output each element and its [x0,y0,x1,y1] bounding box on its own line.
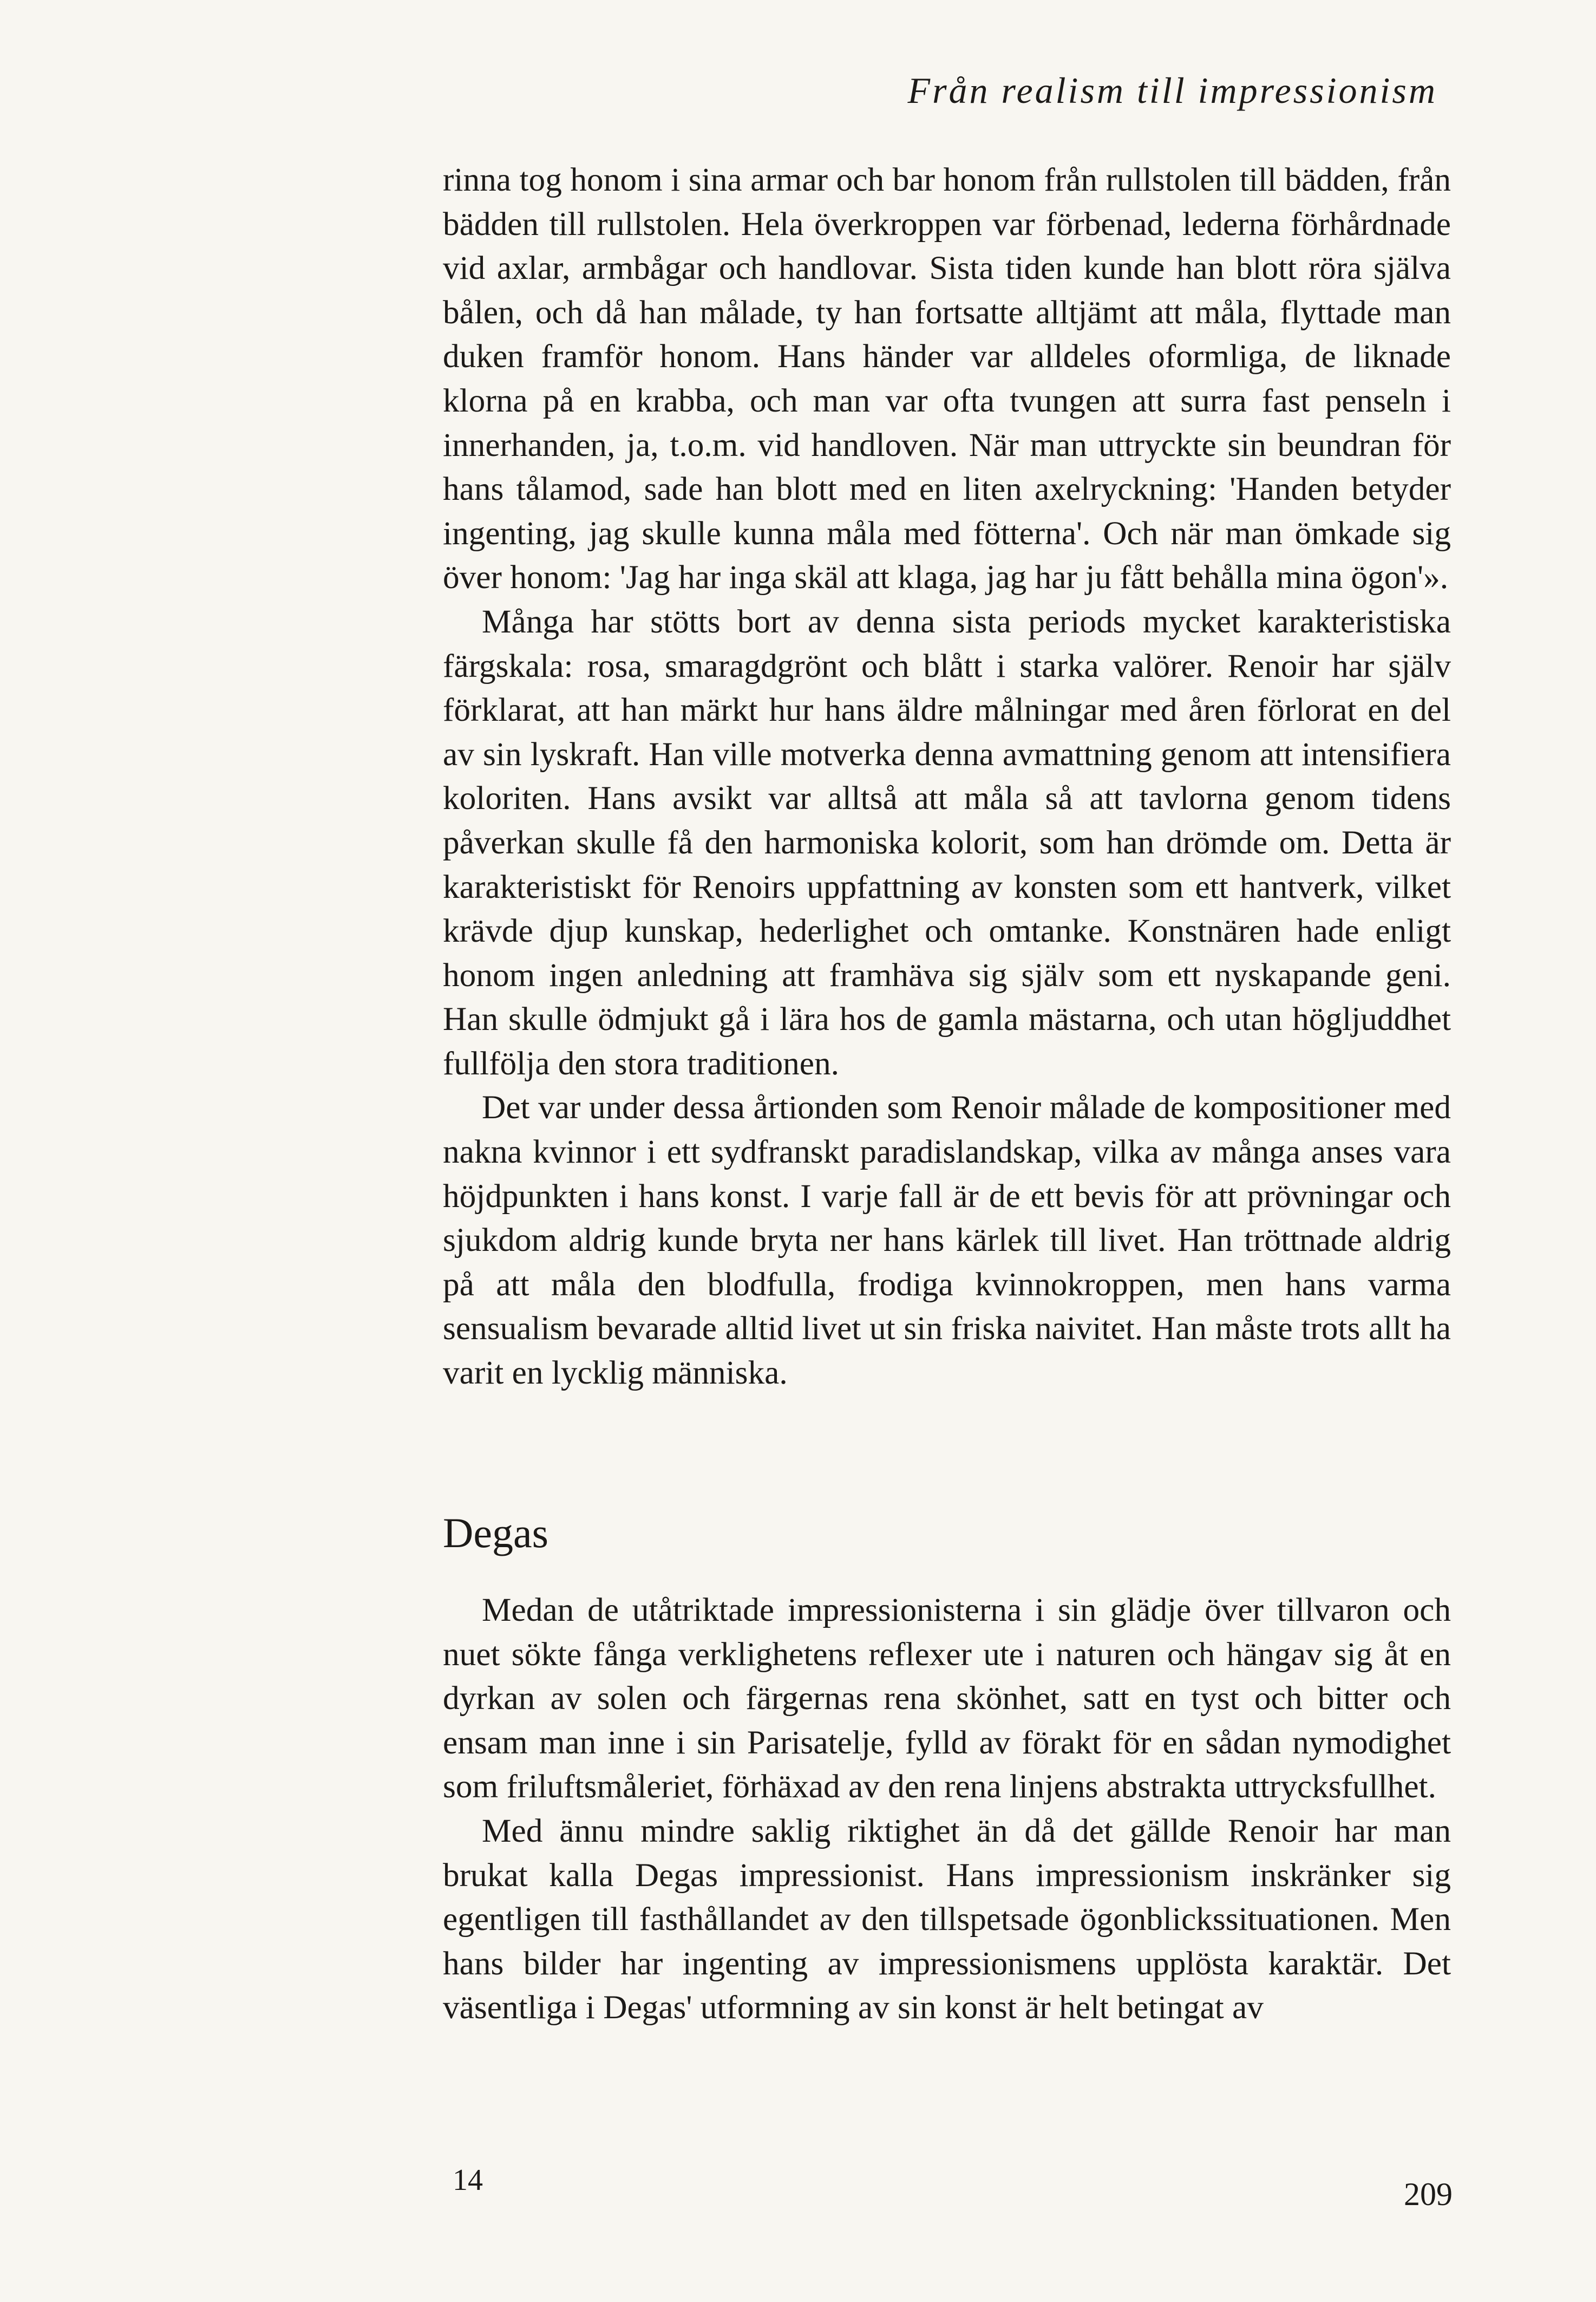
running-head: Från realism till impressionism [907,70,1437,111]
paragraph: Många har stötts bort av denna sista periods mycket karakteristiska färgskala: rosa, smaragdgrönt och blått i starka valörer. Renoir har själv förklarat, att han märkt hur hans äldre målningar med åren förlorat en del av sin lyskraft. Han ville motverka denna avmattning genom att intensifiera koloriten. Hans avsikt var alltså att måla så att tavlorna genom tidens påverkan skulle få den harmoniska kolorit, som han drömde om. Detta är karakteristiskt för Renoirs uppfattning av konsten som ett hantverk, vilket krävde djup kunskap, hederlighet och omtanke. Konstnären hade enligt honom ingen anledning att framhäva sig själv som ett nyskapande geni. Han skulle ödmjukt gå i lära hos de gamla mästarna, och utan högljuddhet fullfölja den stora traditionen. [443,603,1451,1082]
body-text-after-heading [443,1588,1451,2030]
page-number: 209 [1404,2176,1453,2212]
paragraph: Medan de utåtriktade impressionisterna i sin glädje över tillvaron och nuet sökte fånga verklighetens reflexer ute i naturen och hängav sig åt en dyrkan av solen och färgernas rena skönhet, satt en tyst och bitter och ensam man inne i sin Parisatelje, fylld av förakt för en sådan nymodighet som friluftsmåleriet, förhäxad av den rena linjens abstrakta uttrycksfullhet. [443,1592,1451,1805]
body-text-before-heading [443,158,1451,1395]
paragraph: Med ännu mindre saklig riktighet än då det gällde Renoir har man brukat kalla Degas impressionist. Hans impressionism inskränker sig egentligen till fasthållandet av den tillspetsade ögonblickssituationen. Men hans bilder har ingenting av impressionismens upplösta karaktär. Det väsentliga i Degas' utformning av sin konst är helt betingat av [443,1812,1451,2026]
paragraph: Det var under dessa årtionden som Renoir målade de kompositioner med nakna kvinnor i ett sydfranskt paradislandskap, vilka av många anses vara höjdpunkten i hans konst. I varje fall är de ett bevis för att prövningar och sjukdom aldrig kunde bryta ner hans kärlek till livet. Han tröttnade aldrig på att måla den blodfulla, frodiga kvinnokroppen, men hans varma sensualism bevarade alltid livet ut sin friska naivitet. Han måste trots allt ha varit en lycklig människa. [443,1089,1451,1392]
paragraph: rinna tog honom i sina armar och bar honom från rullstolen till bädden, från bädden till rullstolen. Hela överkroppen var förbenad, lederna förhårdnade vid axlar, armbågar och handlovar. Sista tiden kunde han blott röra själva bålen, och då han målade, ty han fortsatte alltjämt att måla, flyttade man duken framför honom. Hans händer var alldeles oformliga, de liknade klorna på en krabba, och man var ofta tvungen att surra fast penseln i innerhanden, ja, t.o.m. vid handloven. När man uttryckte sin beundran för hans tålamod, sade han blott med en liten axelryckning: 'Handen betyder ingenting, jag skulle kunna måla med fötterna'. Och när man ömkade sig över honom: 'Jag har inga skäl att klaga, jag har ju fått behålla mina ögon'». [443,161,1451,596]
signature-mark: 14 [453,2163,483,2197]
section-heading: Degas [443,1509,548,1556]
